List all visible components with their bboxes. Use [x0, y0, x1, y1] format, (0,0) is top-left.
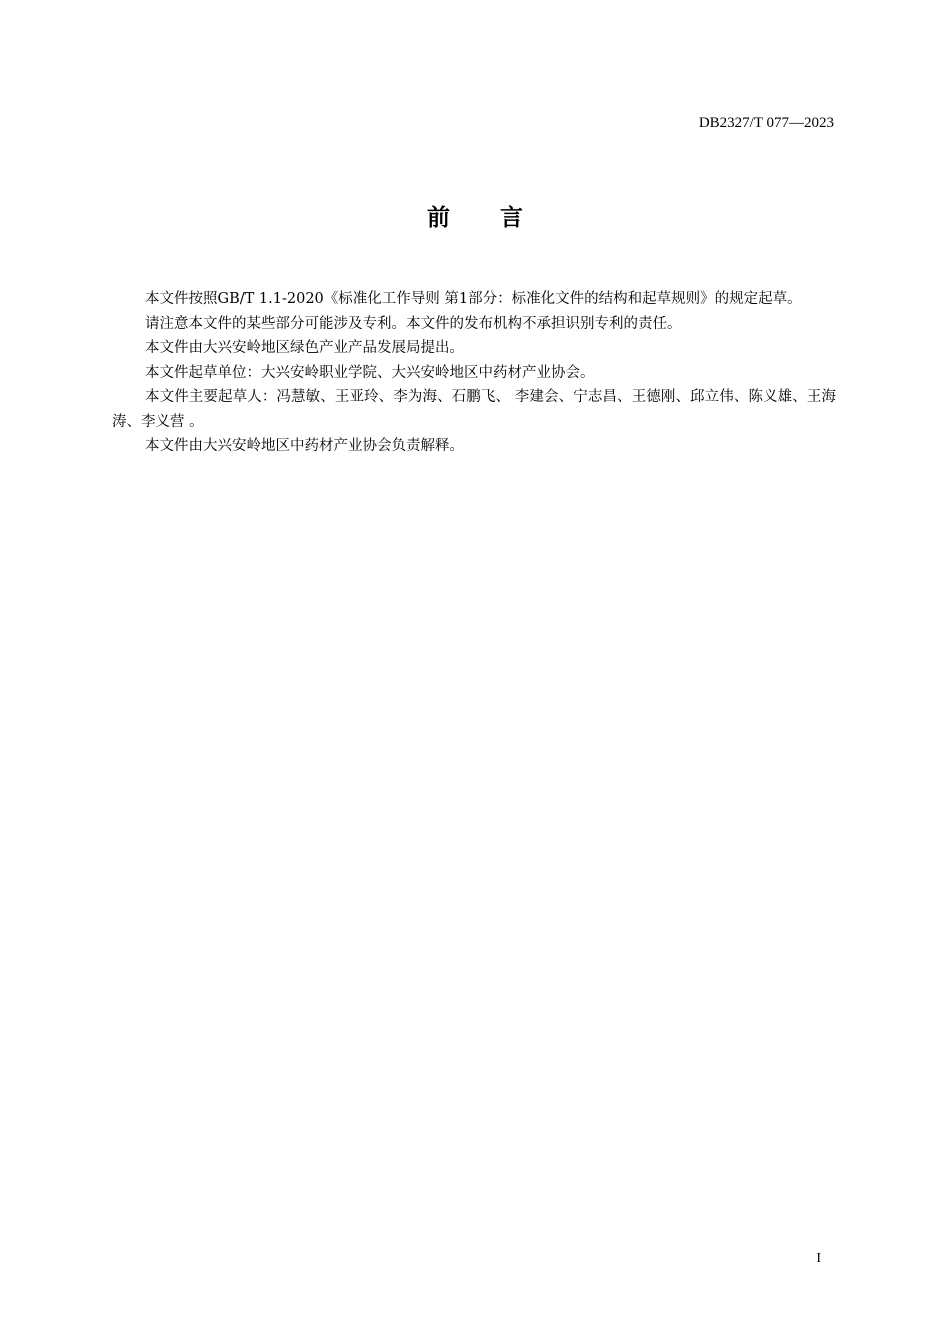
paragraph-drafters: 本文件主要起草人：冯慧敏、王亚玲、李为海、石鹏飞、 李建会、宁志昌、王德刚、邱立伟、陈义雄、王海涛、李义营 。: [112, 389, 836, 430]
title-char-2: 言: [500, 205, 523, 231]
foreword-body: [112, 287, 836, 459]
document-code: DB2327/T 077—2023: [698, 115, 834, 131]
page-number: I: [816, 1251, 821, 1266]
paragraph-drafting-units: 本文件起草单位：大兴安岭职业学院、大兴安岭地区中药材产业协会。: [145, 364, 595, 381]
paragraph-interpretation: 本文件由大兴安岭地区中药材产业协会负责解释。: [145, 438, 464, 454]
paragraph-proposer: 本文件由大兴安岭地区绿色产业产品发展局提出。: [145, 340, 464, 356]
paragraph-patent-notice: 请注意本文件的某些部分可能涉及专利。本文件的发布机构不承担识别专利的责任。: [145, 315, 682, 332]
paragraph-drafting-basis: 本文件按照GB/T 1.1-2020《标准化工作导则 第1部分：标准化文件的结构和起草规则》的规定起草。: [145, 291, 802, 307]
title-char-1: 前: [427, 205, 450, 231]
page-title: [0, 203, 950, 233]
